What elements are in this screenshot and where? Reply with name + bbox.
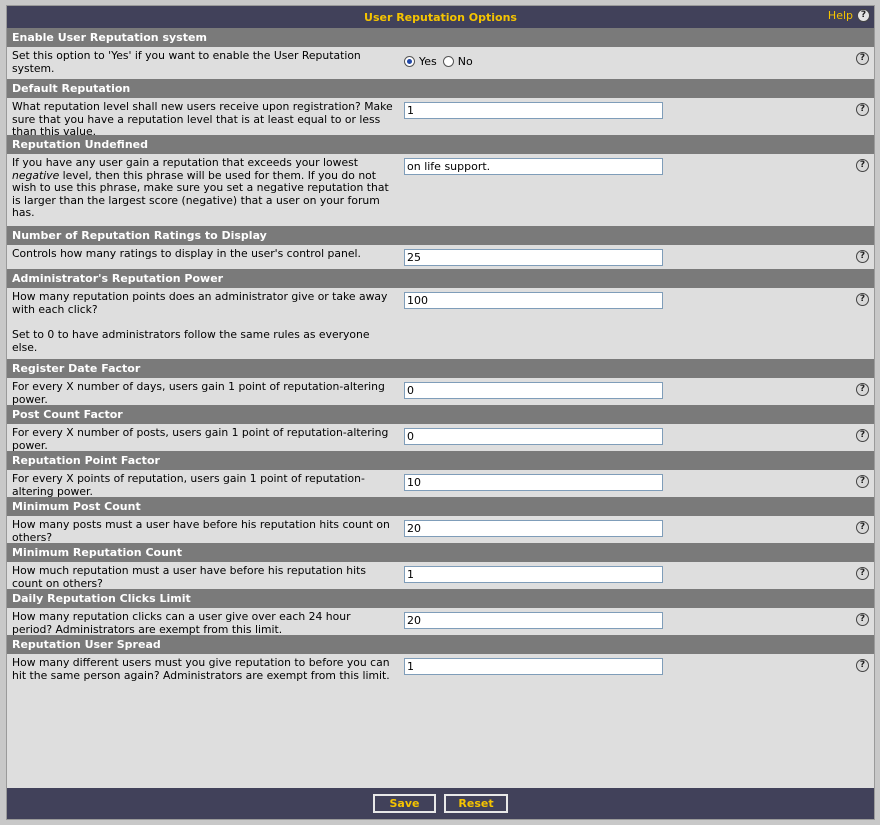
setting-row <box>7 470 874 497</box>
panel-header <box>7 6 874 28</box>
setting-control <box>404 249 663 266</box>
setting-input[interactable] <box>404 520 663 537</box>
setting-row <box>7 47 874 79</box>
setting-title: Post Count Factor <box>7 405 874 424</box>
setting-description <box>12 157 394 220</box>
setting-input[interactable] <box>404 428 663 445</box>
setting-control <box>404 158 663 175</box>
setting-input[interactable] <box>404 474 663 491</box>
help-question-icon[interactable]: ? <box>856 429 869 442</box>
help-question-icon[interactable]: ? <box>856 521 869 534</box>
radio-yes-label[interactable]: Yes <box>419 55 437 68</box>
description-text: level, then this phrase will be used for them. If you do not wish to use this phrase, make sure you set a negative reputation that is larger than the largest score (negative) that a user on your forum has. <box>12 168 389 219</box>
description-text: How many posts must a user have before his reputation hits count on others? <box>12 518 390 544</box>
help-question-icon[interactable]: ? <box>856 103 869 116</box>
setting-description <box>12 657 394 682</box>
setting-input[interactable] <box>404 382 663 399</box>
description-text: Set this option to 'Yes' if you want to enable the User Reputation system. <box>12 49 361 75</box>
setting-control <box>404 382 663 399</box>
setting-control <box>404 102 663 119</box>
help-question-icon[interactable]: ? <box>856 293 869 306</box>
help-question-icon[interactable]: ? <box>856 475 869 488</box>
setting-control <box>404 292 663 309</box>
setting-title: Register Date Factor <box>7 359 874 378</box>
help-question-icon[interactable]: ? <box>856 52 869 65</box>
description-text: What reputation level shall new users receive upon registration? Make sure that you have a reputation level that is at least equal to or less than this value. <box>12 100 393 138</box>
enable-reputation-radio-group <box>404 51 479 68</box>
setting-input[interactable] <box>404 102 663 119</box>
setting-control <box>404 51 479 68</box>
help-question-icon[interactable]: ? <box>856 159 869 172</box>
setting-row <box>7 608 874 635</box>
description-text: For every X number of posts, users gain 1 point of reputation-altering power. <box>12 426 389 452</box>
setting-description <box>12 381 394 406</box>
setting-input[interactable] <box>404 292 663 309</box>
description-text: For every X points of reputation, users gain 1 point of reputation-altering power. <box>12 472 365 498</box>
description-text: Set to 0 to have administrators follow the same rules as everyone else. <box>12 328 370 354</box>
help-question-icon[interactable]: ? <box>857 9 870 22</box>
setting-description <box>12 427 394 452</box>
setting-row <box>7 424 874 451</box>
description-text: If you have any user gain a reputation that exceeds your lowest <box>12 156 358 169</box>
setting-title: Reputation User Spread <box>7 635 874 654</box>
radio-no-label[interactable]: No <box>457 55 473 68</box>
setting-row <box>7 378 874 405</box>
setting-control <box>404 474 663 491</box>
setting-control <box>404 428 663 445</box>
radio-no[interactable] <box>443 56 454 67</box>
setting-title: Administrator's Reputation Power <box>7 269 874 288</box>
help-question-icon[interactable]: ? <box>856 659 869 672</box>
setting-title: Enable User Reputation system <box>7 28 874 47</box>
setting-row <box>7 654 874 691</box>
panel-title: User Reputation Options <box>364 10 517 24</box>
setting-input[interactable] <box>404 658 663 675</box>
settings-list <box>7 28 874 691</box>
help-link-label: Help <box>827 9 853 22</box>
setting-row <box>7 245 874 269</box>
setting-title: Number of Reputation Ratings to Display <box>7 226 874 245</box>
setting-title: Minimum Post Count <box>7 497 874 516</box>
setting-title: Minimum Reputation Count <box>7 543 874 562</box>
setting-input[interactable] <box>404 566 663 583</box>
setting-control <box>404 566 663 583</box>
save-button[interactable]: Save <box>373 794 436 813</box>
setting-row <box>7 154 874 226</box>
setting-title: Daily Reputation Clicks Limit <box>7 589 874 608</box>
setting-description <box>12 248 394 261</box>
setting-row <box>7 98 874 138</box>
form-footer <box>7 788 874 819</box>
help-link[interactable] <box>828 9 870 22</box>
setting-description <box>12 565 394 590</box>
setting-control <box>404 520 663 537</box>
description-text: For every X number of days, users gain 1 point of reputation-altering power. <box>12 380 385 406</box>
radio-yes[interactable] <box>404 56 415 67</box>
setting-title: Reputation Undefined <box>7 135 874 154</box>
setting-row <box>7 562 874 589</box>
setting-description <box>12 519 394 544</box>
setting-title: Default Reputation <box>7 79 874 98</box>
setting-input[interactable] <box>404 158 663 175</box>
description-text: How many reputation points does an administrator give or take away with each click? <box>12 290 388 316</box>
setting-row <box>7 516 874 543</box>
help-question-icon[interactable]: ? <box>856 383 869 396</box>
description-text: How much reputation must a user have before his reputation hits count on others? <box>12 564 366 590</box>
help-question-icon[interactable]: ? <box>856 567 869 580</box>
setting-input[interactable] <box>404 249 663 266</box>
help-question-icon[interactable]: ? <box>856 613 869 626</box>
setting-title: Reputation Point Factor <box>7 451 874 470</box>
description-text: How many different users must you give reputation to before you can hit the same person again? Administrators are exempt from this limit. <box>12 656 390 682</box>
setting-control <box>404 658 663 675</box>
reset-button[interactable]: Reset <box>444 794 508 813</box>
setting-input[interactable] <box>404 612 663 629</box>
setting-control <box>404 612 663 629</box>
help-question-icon[interactable]: ? <box>856 250 869 263</box>
emphasis-text: negative <box>12 168 60 182</box>
setting-description <box>12 291 394 354</box>
description-text: Controls how many ratings to display in the user's control panel. <box>12 247 361 260</box>
setting-row <box>7 288 874 359</box>
setting-description <box>12 611 394 636</box>
options-panel <box>6 5 875 820</box>
setting-description <box>12 473 394 498</box>
setting-description <box>12 50 394 75</box>
description-text: How many reputation clicks can a user give over each 24 hour period? Administrators are exempt from this limit. <box>12 610 351 636</box>
setting-description <box>12 101 394 139</box>
